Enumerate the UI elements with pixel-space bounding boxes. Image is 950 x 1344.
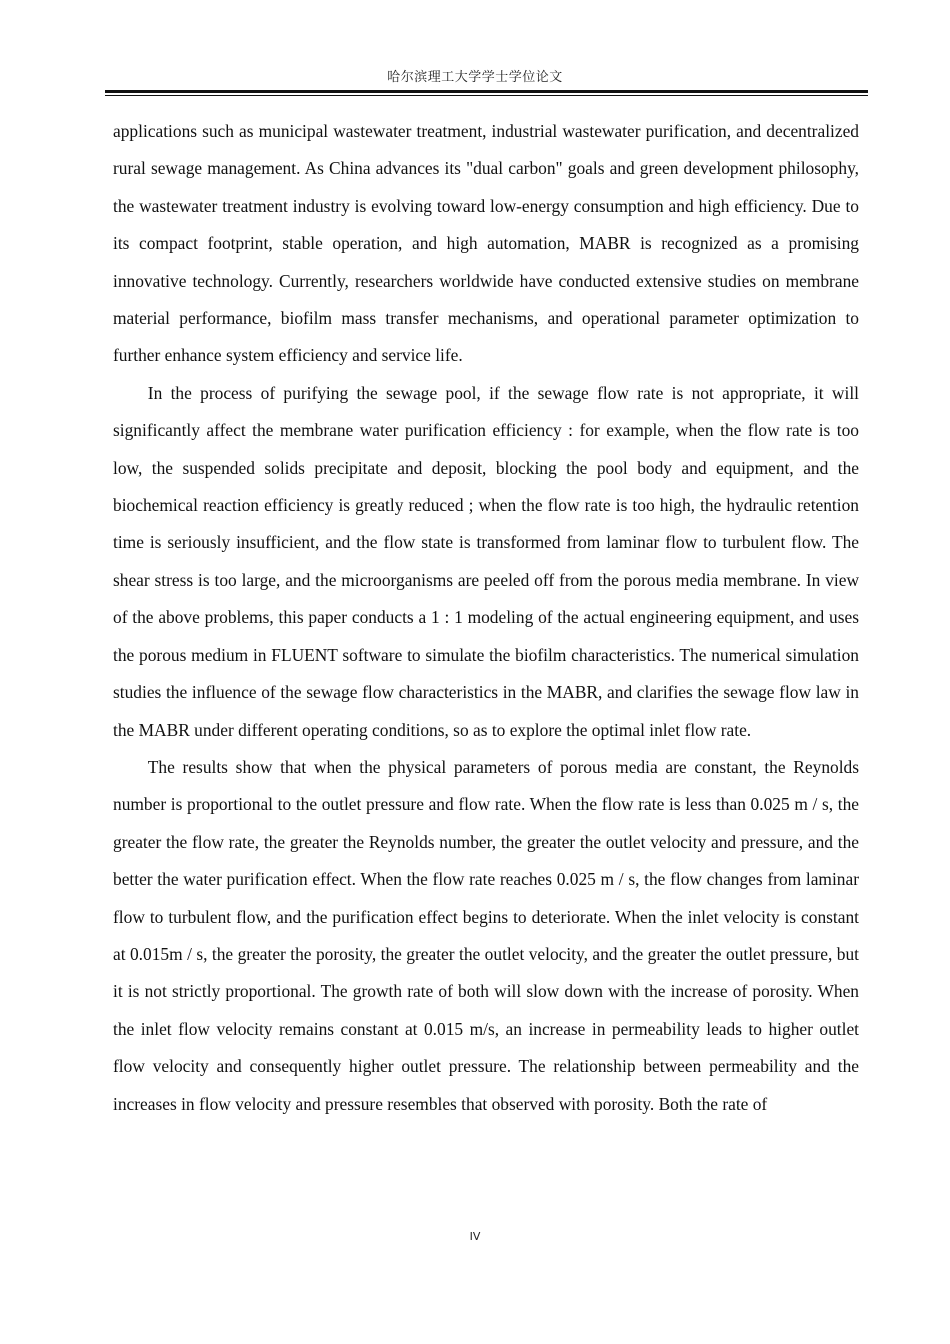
running-header: 哈尔滨理工大学学士学位论文: [387, 70, 563, 85]
header-rule-thick: [105, 90, 868, 93]
paragraph-results: The results show that when the physical parameters of porous media are constant, the Reynolds number is proportional to the outlet pressure and flow rate. When the flow rate is less than 0.025 m / s, the greater the flow rate, the greater the Reynolds number, the greater the outlet velocity and pressure, and the better the water purification effect. When the flow rate reaches 0.025 m / s, the flow changes from laminar flow to turbulent flow, and the purification effect begins to deteriorate. When the inlet velocity is constant at 0.015m / s, the greater the porosity, the greater the outlet velocity, and the greater the outlet pressure, but it is not strictly proportional. The growth rate of both will slow down with the increase of porosity. When the inlet flow velocity remains constant at 0.015 m/s, an increase in permeability leads to higher outlet flow velocity and consequently higher outlet pressure. The relationship between permeability and the increases in flow velocity and pressure resembles that observed with porosity. Both the rate of: [113, 756, 859, 1114]
paragraph-continuation: applications such as municipal wastewater treatment, industrial wastewater purification, and decentralized rural sewage management. As China advances its "dual carbon" goals and green development philosophy, the wastewater treatment industry is evolving toward low-energy consumption and high efficiency. Due to its compact footprint, stable operation, and high automation, MABR is recognized as a promising innovative technology. Currently, researchers worldwide have conducted extensive studies on membrane material performance, biofilm mass transfer mechanisms, and operational parameter optimization to further enhance system efficiency and service life.: [113, 121, 859, 366]
body-text: [113, 113, 859, 1123]
page-number: IV: [469, 1230, 481, 1243]
header-rule-thin: [105, 95, 868, 96]
paragraph-flow-rate-problem: In the process of purifying the sewage pool, if the sewage flow rate is not appropriate, it will significantly affect the membrane water purification efficiency : for example, when the flow rate is too low, the suspended solids precipitate and deposit, blocking the pool body and equipment, and the biochemical reaction efficiency is greatly reduced ; when the flow rate is too high, the hydraulic retention time is seriously insufficient, and the flow state is transformed from laminar flow to turbulent flow. The shear stress is too large, and the microorganisms are peeled off from the porous media membrane. In view of the above problems, this paper conducts a 1 : 1 modeling of the actual engineering equipment, and uses the porous medium in FLUENT software to simulate the biofilm characteristics. The numerical simulation studies the influence of the sewage flow characteristics in the MABR, and clarifies the sewage flow law in the MABR under different operating conditions, so as to explore the optimal inlet flow rate.: [113, 382, 859, 740]
